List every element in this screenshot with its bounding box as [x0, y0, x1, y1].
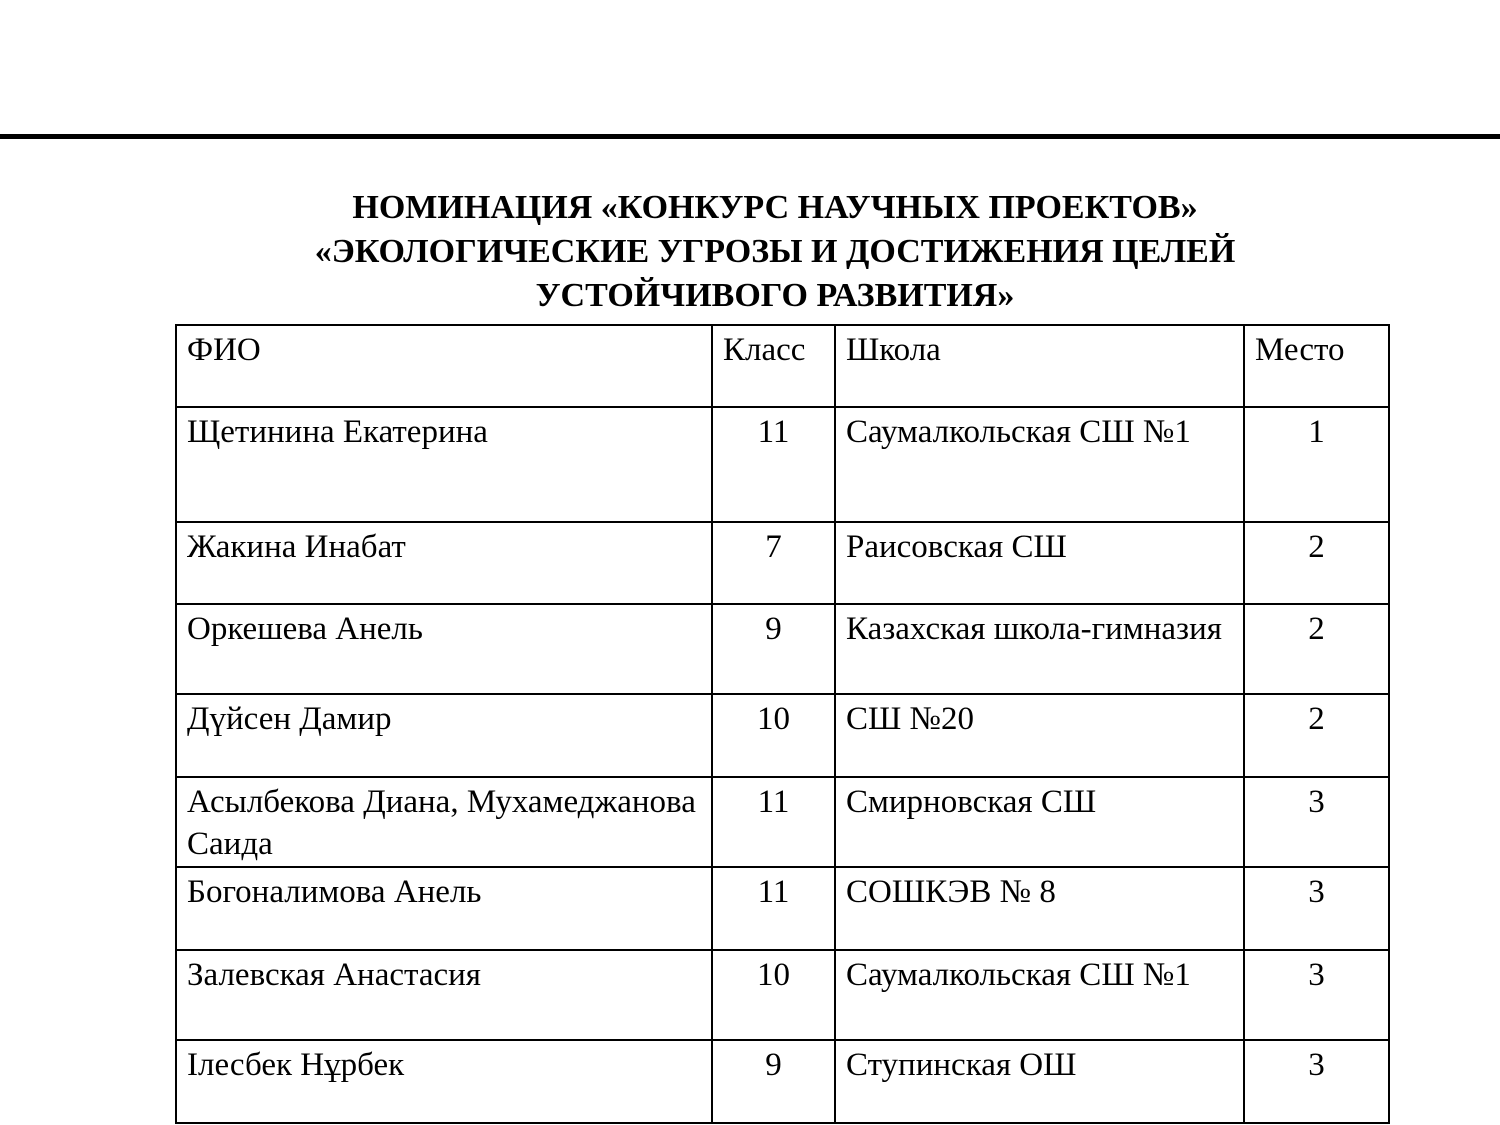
- top-divider: [0, 134, 1500, 139]
- cell-school: Раисовская СШ: [835, 522, 1244, 604]
- table-header-row: [176, 325, 1389, 407]
- cell-school: Саумалкольская СШ №1: [835, 950, 1244, 1040]
- table-row: [176, 950, 1389, 1040]
- table-row: [176, 604, 1389, 694]
- cell-name: Богоналимова Анель: [176, 867, 712, 950]
- title-line-3: УСТОЙЧИВОГО РАЗВИТИЯ»: [535, 277, 1015, 314]
- table-row: [176, 1040, 1389, 1123]
- title-line-2: «ЭКОЛОГИЧЕСКИЕ УГРОЗЫ И ДОСТИЖЕНИЯ ЦЕЛЕЙ: [314, 233, 1236, 270]
- cell-school: СШ №20: [835, 694, 1244, 777]
- cell-grade: 9: [712, 1040, 835, 1123]
- header-place: Место: [1244, 325, 1389, 407]
- cell-school: Саумалкольская СШ №1: [835, 407, 1244, 522]
- table-row: [176, 777, 1389, 867]
- header-name: ФИО: [176, 325, 712, 407]
- cell-name: Оркешева Анель: [176, 604, 712, 694]
- cell-grade: 10: [712, 950, 835, 1040]
- cell-name: Асылбекова Диана, Мухамеджанова Саида: [176, 777, 712, 867]
- cell-place: 3: [1244, 867, 1389, 950]
- cell-name: Щетинина Екатерина: [176, 407, 712, 522]
- cell-place: 3: [1244, 1040, 1389, 1123]
- cell-place: 2: [1244, 604, 1389, 694]
- cell-school: Ступинская ОШ: [835, 1040, 1244, 1123]
- cell-place: 2: [1244, 694, 1389, 777]
- table-row: [176, 694, 1389, 777]
- cell-place: 3: [1244, 777, 1389, 867]
- cell-place: 1: [1244, 407, 1389, 522]
- header-grade: Класс: [712, 325, 835, 407]
- header-school: Школа: [835, 325, 1244, 407]
- cell-place: 3: [1244, 950, 1389, 1040]
- cell-school: Казахская школа-гимназия: [835, 604, 1244, 694]
- title-line-1: НОМИНАЦИЯ «КОНКУРС НАУЧНЫХ ПРОЕКТОВ»: [352, 189, 1198, 226]
- cell-grade: 11: [712, 867, 835, 950]
- table-row: [176, 407, 1389, 522]
- cell-name: Дүйсен Дамир: [176, 694, 712, 777]
- table-row: [176, 522, 1389, 604]
- cell-grade: 10: [712, 694, 835, 777]
- cell-school: Смирновская СШ: [835, 777, 1244, 867]
- cell-name: Залевская Анастасия: [176, 950, 712, 1040]
- cell-name: Жакина Инабат: [176, 522, 712, 604]
- page-title: [175, 186, 1375, 318]
- cell-grade: 11: [712, 777, 835, 867]
- cell-grade: 11: [712, 407, 835, 522]
- results-table: [175, 324, 1390, 1124]
- table-row: [176, 867, 1389, 950]
- cell-school: СОШКЭВ № 8: [835, 867, 1244, 950]
- cell-grade: 9: [712, 604, 835, 694]
- cell-grade: 7: [712, 522, 835, 604]
- cell-name: Ілесбек Нұрбек: [176, 1040, 712, 1123]
- cell-place: 2: [1244, 522, 1389, 604]
